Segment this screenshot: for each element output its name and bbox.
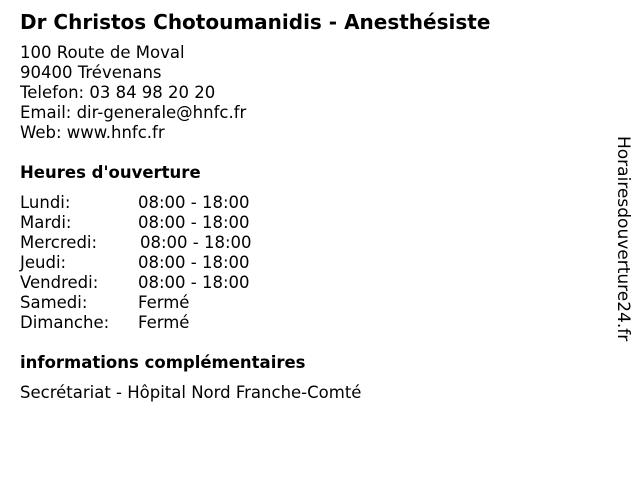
day-label: Lundi: (20, 193, 71, 212)
day-label: Jeudi: (20, 253, 67, 272)
hours-heading: Heures d'ouverture (20, 163, 201, 182)
day-label: Samedi: (20, 293, 88, 312)
phone-line: Telefon: 03 84 98 20 20 (20, 83, 216, 102)
time-value: Fermé (138, 293, 190, 312)
day-label: Mercredi: (20, 233, 98, 252)
time-value: 08:00 - 18:00 (138, 273, 250, 292)
day-label: Mardi: (20, 213, 72, 232)
time-value: 08:00 - 18:00 (138, 193, 250, 212)
time-value: 08:00 - 18:00 (138, 213, 250, 232)
day-label: Vendredi: (20, 273, 99, 292)
time-value: 08:00 - 18:00 (140, 233, 252, 252)
time-value: 08:00 - 18:00 (138, 253, 250, 272)
city-address: 90400 Trévenans (20, 63, 162, 82)
street-address: 100 Route de Moval (20, 43, 185, 62)
web-line: Web: www.hnfc.fr (20, 123, 165, 142)
email-line: Email: dir-generale@hnfc.fr (20, 103, 247, 122)
info-text: Secrétariat - Hôpital Nord Franche-Comté (20, 383, 362, 402)
watermark-text: Horairesdouverture24.fr (613, 136, 633, 342)
time-value: Fermé (138, 313, 190, 332)
page-title: Dr Christos Chotoumanidis - Anesthésiste (20, 10, 491, 34)
contact-block (20, 43, 246, 143)
info-heading: informations complémentaires (20, 353, 306, 372)
day-label: Dimanche: (20, 313, 110, 332)
